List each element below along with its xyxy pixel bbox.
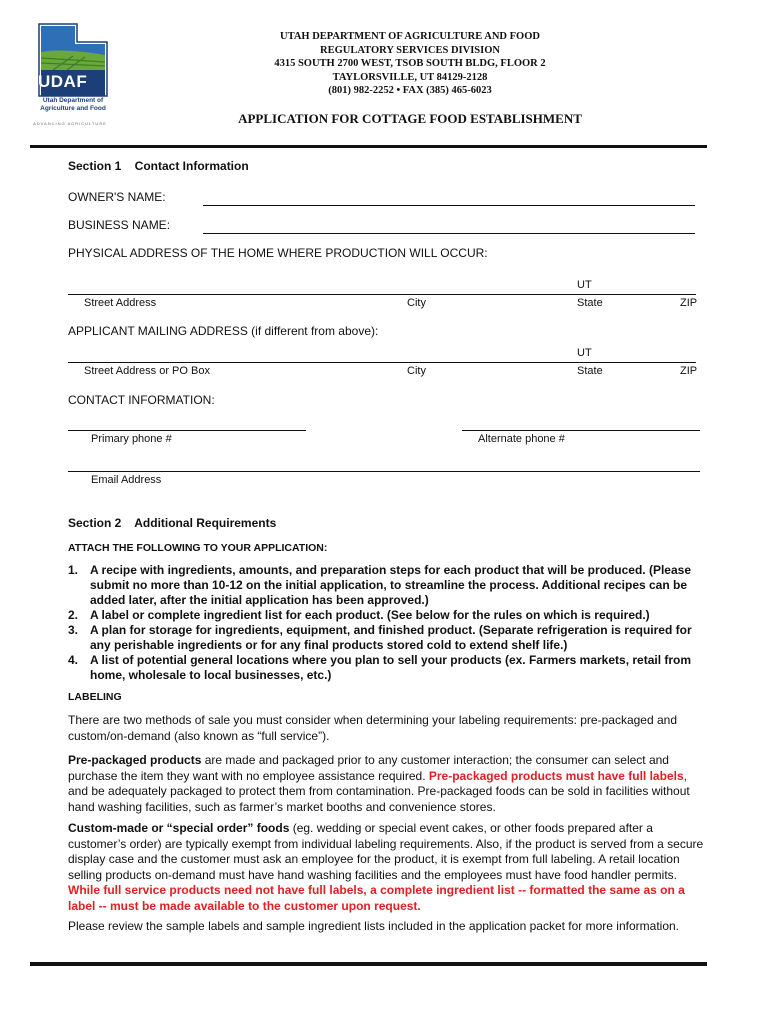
requirement-number: 1. (68, 563, 79, 577)
contact-info-label: CONTACT INFORMATION: (68, 393, 215, 407)
custom-order-requirement: While full service products need not have full labels, a complete ingredient list -- formatted the same as on a label -- must be made available to the customer upon request. (68, 883, 685, 913)
street-address-caption: Street Address (84, 297, 157, 309)
zip-caption: ZIP (680, 297, 698, 309)
prepackaged-text-b: , and be adequately packaged to protect them from contamination. Pre-packaged foods can be sold in facilities without hand washing facilities, such as farmer’s market booths and convenience stores. (68, 768, 690, 814)
requirement-item-4 (68, 653, 708, 684)
header-line-1: UTAH DEPARTMENT OF AGRICULTURE AND FOOD (280, 31, 540, 42)
requirement-text: A recipe with ingredients, amounts, and preparation steps for each product that will be produced. (Please submit no more than 10-12 on the initial application, to streamline the process. Additional recipes can be added later, after the initial application has been approved.) (90, 563, 691, 607)
section1-heading: Section 1 Contact Information (68, 159, 249, 173)
alternate-phone-caption: Alternate phone # (478, 433, 565, 445)
business-name-label: BUSINESS NAME: (68, 218, 171, 232)
requirement-text: A list of potential general locations where you plan to sell your products (ex. Farmers markets, retail from home, wholesale to local businesses, etc.) (90, 653, 692, 682)
prepackaged-requirement: Pre-packaged products must have full labels (428, 768, 684, 783)
requirement-text: A plan for storage for ingredients, equipment, and finished product. (Separate refrigeration is required for any perishable ingredients or for any final products stored cold to extend shelf life.) (90, 623, 692, 652)
logo-sub-line1: Utah Department of (42, 97, 104, 104)
form-title: APPLICATION FOR COTTAGE FOOD ESTABLISHMENT (238, 111, 582, 126)
logo-text: UDAF (38, 72, 88, 91)
state-caption: State (577, 297, 603, 309)
title-divider (30, 145, 707, 148)
requirement-number: 4. (68, 653, 79, 667)
primary-phone-caption: Primary phone # (91, 433, 172, 445)
physical-state-value: UT (577, 279, 592, 291)
owner-name-field[interactable] (203, 205, 695, 206)
prepackaged-text-a: are made and packaged prior to any customer interaction; the consumer can select and purchase the item they want with no employee assistance required. (68, 753, 669, 783)
street-po-caption: Street Address or PO Box (84, 365, 210, 377)
requirement-item-3 (68, 623, 708, 654)
mailing-state-value: UT (577, 347, 592, 359)
physical-address-field[interactable] (68, 294, 696, 295)
mailing-city-caption: City (407, 365, 426, 377)
logo-sub-line2: Agriculture and Food (40, 104, 106, 112)
city-caption: City (407, 297, 426, 309)
alternate-phone-field[interactable] (462, 430, 700, 431)
labeling-heading: LABELING (68, 691, 122, 703)
owner-name-label: OWNER'S NAME: (68, 190, 166, 204)
footer-divider (30, 962, 707, 966)
logo-tagline: ADVANCING AGRICULTURE (33, 121, 107, 126)
header-line-3: 4315 SOUTH 2700 WEST, TSOB SOUTH BLDG, FLOOR 2 (274, 58, 546, 69)
requirement-number: 2. (68, 608, 79, 622)
email-field[interactable] (68, 471, 700, 472)
requirement-number: 3. (68, 623, 79, 637)
mailing-state-caption: State (577, 365, 603, 377)
requirement-item-2 (68, 608, 708, 624)
mailing-zip-caption: ZIP (680, 365, 698, 377)
attach-heading: ATTACH THE FOLLOWING TO YOUR APPLICATION: (68, 542, 328, 554)
agency-header (230, 30, 590, 98)
requirement-item-1 (68, 563, 708, 609)
email-caption: Email Address (91, 474, 162, 486)
labeling-intro-paragraph: There are two methods of sale you must consider when determining your labeling requirements: pre-packaged and custom/on-demand (also known as “full service”). (68, 713, 677, 743)
custom-order-term: Custom-made or “special order” foods (68, 821, 290, 835)
physical-address-label: PHYSICAL ADDRESS OF THE HOME WHERE PRODUCTION WILL OCCUR: (68, 246, 488, 260)
review-samples-paragraph: Please review the sample labels and sample ingredient lists included in the application packet for more information. (68, 919, 679, 933)
header-line-5: (801) 982-2252 • FAX (385) 465-6023 (328, 85, 492, 96)
mailing-address-label: APPLICANT MAILING ADDRESS (if different from above): (68, 324, 379, 338)
header-line-4: TAYLORSVILLE, UT 84129-2128 (332, 71, 488, 83)
section2-heading: Section 2 Additional Requirements (68, 516, 277, 530)
business-name-field[interactable] (203, 233, 695, 234)
primary-phone-field[interactable] (68, 430, 306, 431)
mailing-address-field[interactable] (68, 362, 696, 363)
header-line-2: REGULATORY SERVICES DIVISION (320, 44, 500, 56)
logo-subtitle (30, 97, 116, 112)
prepackaged-paragraph (68, 753, 708, 815)
custom-order-text: (eg. wedding or special event cakes, or other foods prepared after a customer’s order) are typically exempt from individual labeling requirements. Also, if the product is served from a secure display case and the customer must ask an employee for the product, it is exempt from full labeling. A retail location selling products on-demand must have hand washing facilities and the employees must have food handler permits. (68, 821, 704, 882)
custom-order-paragraph (68, 821, 708, 914)
requirement-text: A label or complete ingredient list for each product. (See below for the rules on which is required.) (90, 608, 650, 622)
prepackaged-term: Pre-packaged products (68, 753, 202, 767)
